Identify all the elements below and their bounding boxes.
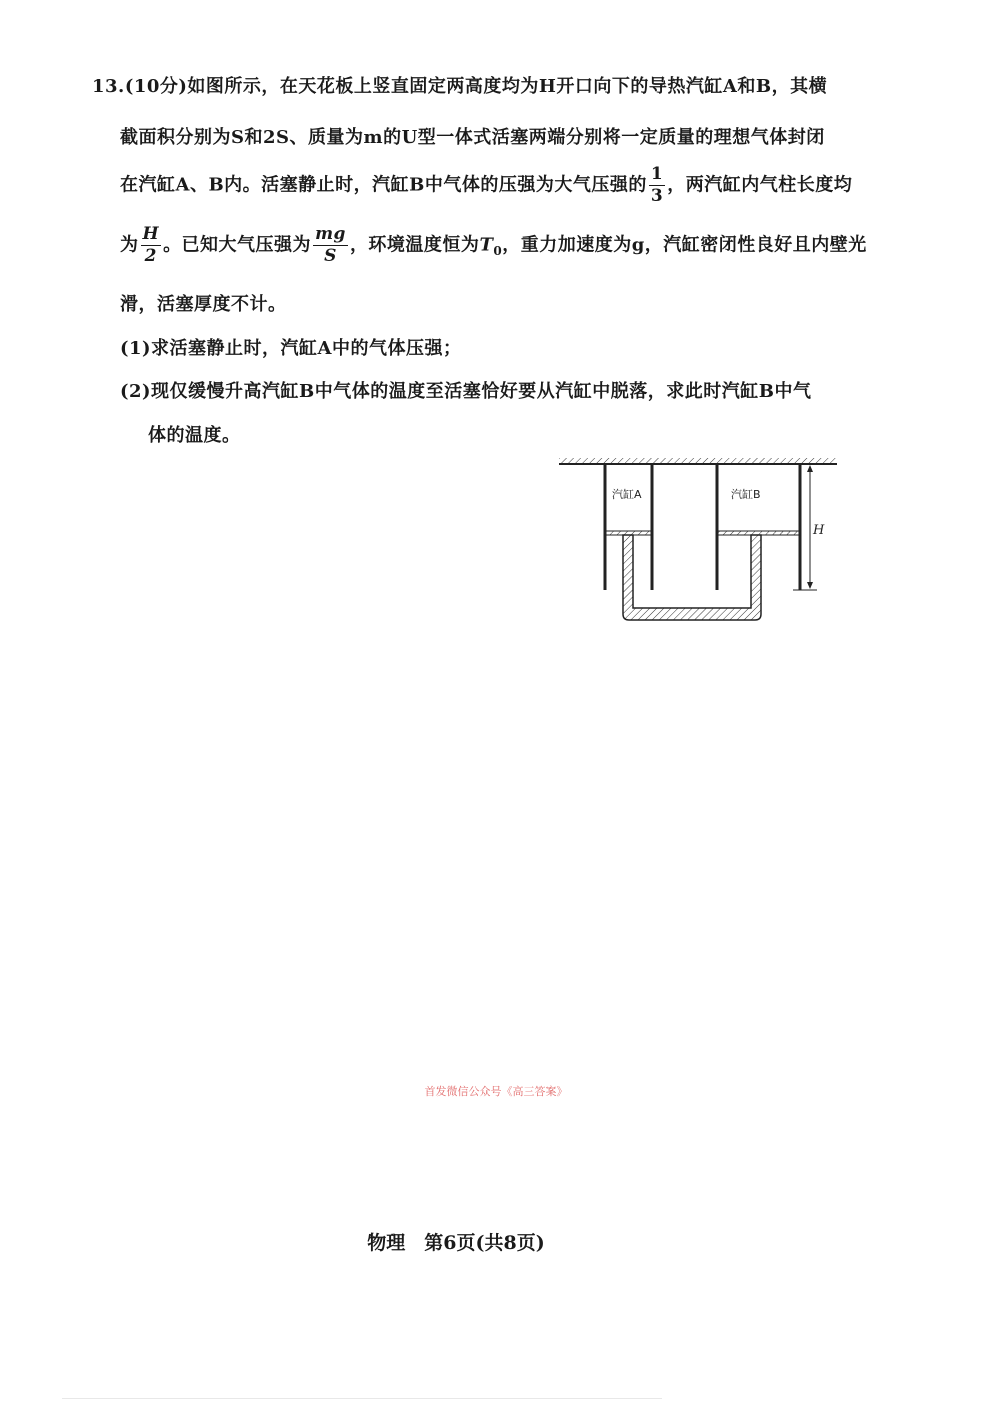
question-text-line3b: ，两汽缸内气柱长度均 <box>667 174 853 196</box>
question-line-2 <box>120 123 825 149</box>
temperature-symbol: T <box>479 234 494 256</box>
sub-question-1-text: (1)求活塞静止时，汽缸A中的气体压强； <box>120 338 462 359</box>
label-cylinder-a: 汽缸A <box>612 488 642 501</box>
fraction-mg-over-s <box>313 226 348 265</box>
fraction-numerator: mg <box>315 224 346 244</box>
dimension-arrow-up <box>807 465 813 472</box>
fraction-numerator: H <box>142 224 160 244</box>
cylinder-diagram <box>555 448 845 628</box>
question-text-line4a: 为 <box>120 234 139 256</box>
question-score: (10分) <box>124 76 188 97</box>
sub-question-2-text-line1: (2)现仅缓慢升高汽缸B中气体的温度至活塞恰好要从汽缸中脱落，求此时汽缸B中气 <box>120 381 812 402</box>
question-text-line1: 如图所示，在天花板上竖直固定两高度均为H开口向下的导热汽缸A和B，其横 <box>187 76 828 97</box>
sub-question-2-text-line2: 体的温度。 <box>148 425 241 446</box>
fraction-denominator: 3 <box>650 186 664 206</box>
fraction-h-over-2 <box>141 226 162 265</box>
question-text-line2: 截面积分别为S和2S、质量为m的U型一体式活塞两端分别将一定质量的理想气体封闭 <box>120 127 825 148</box>
sub-question-2 <box>120 377 811 403</box>
u-shaped-piston-rod <box>623 535 761 620</box>
question-line-5 <box>120 290 287 316</box>
label-height-h: H <box>813 523 825 538</box>
fraction-one-third <box>649 166 665 205</box>
sub-question-1 <box>120 334 462 360</box>
sub-question-2-cont <box>148 421 241 447</box>
fraction-denominator: 2 <box>144 246 157 266</box>
question-text-line5: 滑，活塞厚度不计。 <box>120 294 287 315</box>
page-footer: 物理 第6页(共8页) <box>367 1232 545 1254</box>
question-number: 13. <box>92 76 125 97</box>
dimension-arrow-down <box>807 582 813 589</box>
question-line-1 <box>92 72 827 98</box>
question-text-line4b: 。已知大气压强为 <box>163 234 312 256</box>
bottom-rule <box>62 1398 662 1399</box>
question-text-line4d: ，重力加速度为g，汽缸密闭性良好且内壁光 <box>502 234 867 256</box>
fraction-denominator: S <box>324 246 337 266</box>
temperature-subscript: 0 <box>493 244 503 259</box>
question-text-line4c: ，环境温度恒为 <box>349 234 480 256</box>
label-cylinder-b: 汽缸B <box>731 488 761 501</box>
question-line-3 <box>120 166 852 205</box>
question-line-4 <box>120 226 867 265</box>
watermark: 首发微信公众号《高三答案》 <box>424 1085 568 1098</box>
fraction-numerator: 1 <box>650 164 664 184</box>
question-text-line3a: 在汽缸A、B内。活塞静止时，汽缸B中气体的压强为大气压强的 <box>120 174 647 196</box>
